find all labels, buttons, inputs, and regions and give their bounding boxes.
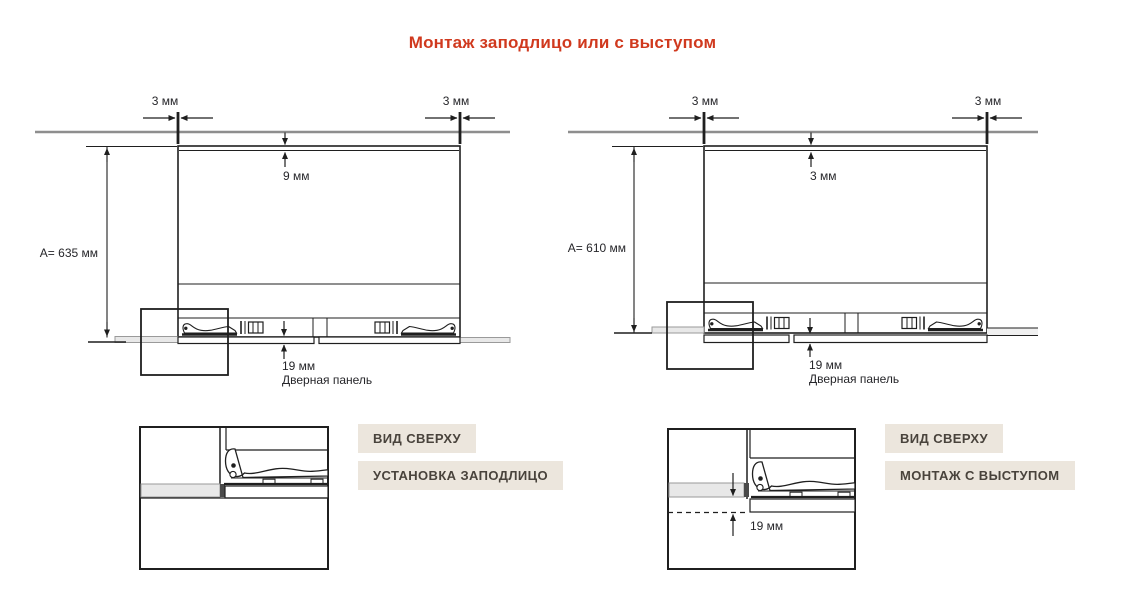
right-height-label: A= 610 мм	[567, 241, 626, 255]
left-height-label: A= 635 мм	[39, 246, 98, 260]
countertop-right	[987, 329, 1038, 336]
door-panel-left-half	[704, 335, 789, 343]
dim-gap-right	[425, 112, 495, 144]
countertop-right	[460, 338, 510, 343]
hinge-detail-icon	[224, 449, 328, 484]
right-detail-protrusion-label: 19 мм	[750, 519, 784, 533]
right-mode-chip: МОНТАЖ С ВЫСТУПОМ	[885, 461, 1075, 490]
gap-block	[220, 484, 225, 497]
left-door-caption: Дверная панель	[282, 373, 373, 387]
right-gap-left-label: 3 мм	[691, 94, 719, 108]
right-detail-top-view	[668, 429, 855, 569]
right-front-view	[568, 112, 1038, 369]
right-view-chip: ВИД СВЕРХУ	[885, 424, 1003, 453]
door-panel-section	[750, 499, 855, 512]
left-gap-right-label: 3 мм	[442, 94, 470, 108]
dim-height-A	[86, 147, 177, 343]
dim-height-A	[612, 147, 703, 334]
left-door-thickness-label: 19 мм	[282, 359, 316, 373]
door-panel-left-half	[178, 337, 314, 344]
appliance-panel	[704, 146, 987, 333]
right-door-thickness-label: 19 мм	[809, 358, 843, 372]
gap-block	[744, 483, 749, 497]
page-title: Монтаж заподлицо или с выступом	[408, 33, 717, 52]
left-top-clearance-label: 9 мм	[283, 169, 310, 183]
right-gap-right-label: 3 мм	[974, 94, 1002, 108]
left-detail-top-view	[140, 427, 328, 569]
dim-gap-left	[669, 112, 739, 144]
hinge-detail-icon	[751, 462, 855, 497]
dim-gap-left	[143, 112, 213, 144]
left-mode-chip: УСТАНОВКА ЗАПОДЛИЦО	[358, 461, 563, 490]
door-panel-right-half	[794, 335, 987, 343]
dim-gap-right	[952, 112, 1022, 144]
side-panel-gray	[141, 484, 220, 497]
countertop-left	[652, 327, 704, 333]
right-top-clearance-label: 3 мм	[810, 169, 837, 183]
door-panel-right-half	[319, 337, 460, 344]
left-front-view	[35, 112, 510, 375]
left-gap-left-label: 3 мм	[151, 94, 179, 108]
door-panel-section	[225, 486, 328, 498]
right-door-caption: Дверная панель	[809, 372, 900, 386]
left-view-chip: ВИД СВЕРХУ	[358, 424, 476, 453]
